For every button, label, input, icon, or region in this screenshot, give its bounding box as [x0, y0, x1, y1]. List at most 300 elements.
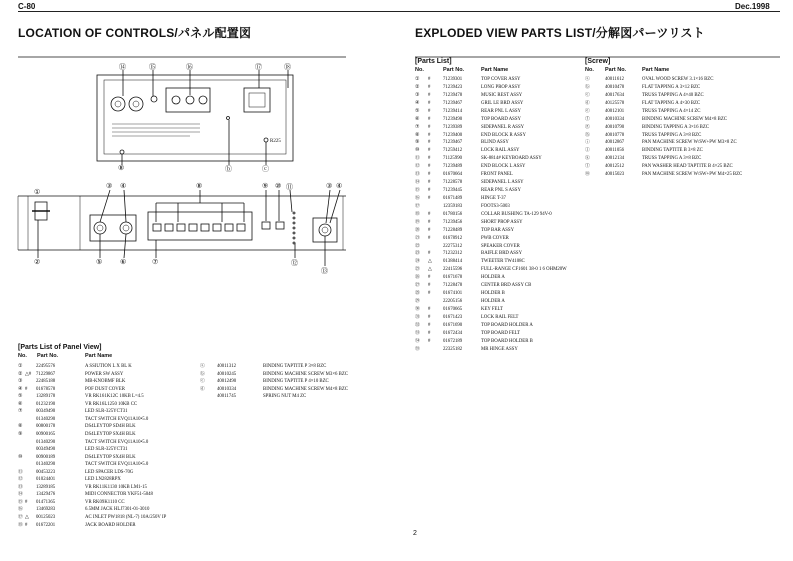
cell-idx: ⑭: [415, 180, 420, 186]
cell-idx: ㉖: [415, 275, 420, 281]
cell-idx: ④: [415, 100, 420, 106]
cell-part: 40010334: [217, 386, 237, 392]
cell-part: 40010478: [605, 84, 625, 90]
cell-part: 40012134: [605, 156, 625, 162]
callout-label: ⑮: [149, 63, 156, 71]
cell-part: 40012101: [605, 108, 625, 114]
cell-name: SK-8814# KEYBOARD ASSY: [481, 156, 542, 162]
cell-part: 40011056: [605, 148, 625, 154]
cell-part: 22415596: [443, 267, 463, 273]
cell-mark: #: [428, 132, 431, 138]
cell-idx: ㉝: [415, 330, 420, 336]
cell-idx: ⑤: [415, 108, 420, 114]
left-section-title: LOCATION OF CONTROLS/パネル配置図: [18, 26, 252, 40]
cell-mark: #: [428, 148, 431, 154]
cell-mark: #: [428, 188, 431, 194]
cell-mark: #: [428, 322, 431, 328]
cell-name: DS4LEYTOP SX4H BLK: [85, 431, 136, 437]
callout-label: ⑤: [96, 258, 103, 266]
cell-idx: ⑥: [18, 401, 23, 407]
cell-mark: #: [428, 116, 431, 122]
cell-mark: #: [428, 84, 431, 90]
cell-idx: ㉚: [415, 306, 420, 312]
callout-label: ⓒ: [262, 165, 269, 173]
cell-part: 22275312: [443, 243, 463, 249]
cell-mark: #: [428, 77, 431, 82]
cell-part: 22205156: [443, 299, 463, 305]
cell-idx: ⑱: [18, 522, 23, 528]
cell-idx: ⓙ: [585, 148, 590, 154]
cell-mark: #: [428, 306, 431, 312]
cell-idx: ⑫: [18, 477, 23, 483]
cell-part: 13289185: [36, 484, 56, 490]
cell-part: 71259412: [443, 148, 463, 154]
cell-idx: ⓛ: [585, 164, 590, 170]
callout-label: ②: [34, 258, 41, 266]
cell-idx: ⑩: [18, 454, 23, 460]
screw-list-title: [Screw]: [585, 58, 611, 65]
callout-label: ⑥: [120, 258, 127, 266]
cell-name: LED LN2828RPX: [85, 477, 121, 483]
cell-mark: △: [428, 267, 432, 273]
cell-part: 40011745: [217, 394, 237, 400]
cell-idx: ⑰: [415, 203, 420, 209]
cell-part: 40010790: [605, 124, 625, 130]
cell-name: MIDI CONNECTOR YKF51-5048: [85, 492, 153, 498]
cell-idx: ⓓ: [585, 100, 590, 106]
cell-part: 01471365: [36, 499, 56, 505]
cell-name: TRUSS TAPPING A 3×8 BZC: [642, 132, 702, 138]
callout-label: ⑰: [255, 63, 262, 71]
cell-mark: #: [428, 275, 431, 281]
cell-mark: #: [428, 172, 431, 178]
cell-idx: ⑯: [415, 195, 420, 201]
cell-part: 71239301: [443, 77, 463, 82]
callout-label: ⓑ: [225, 165, 232, 173]
cell-name: PAN WASHER HEAD TAPTITE B 4×25 BZC: [642, 164, 733, 170]
cell-name: MR HINGE ASSY: [481, 346, 518, 352]
panel-list-header-no: No.: [18, 353, 27, 359]
cell-idx: ⑦: [415, 124, 420, 130]
cell-name: TRUSS TAPPING A 3×8 BZC: [642, 156, 702, 162]
brilliance-knob: [120, 222, 132, 234]
cell-idx: ⑬: [18, 484, 23, 490]
cell-name: FULL-RANGE CF1601 38-0 1 6 OHM20W: [481, 267, 567, 273]
phone-jack-3: [199, 96, 207, 104]
cell-part: 71239400: [443, 132, 463, 138]
cell-idx: ㉞: [415, 338, 420, 344]
cell-idx: ⑱: [415, 211, 420, 217]
cell-idx: ⑳: [415, 227, 420, 233]
callout-label: ③: [106, 182, 113, 190]
page-header-right: Dec.1998: [735, 2, 770, 11]
cell-mark: #: [25, 522, 28, 528]
cell-name: BINDING TAPTITE P 3×8 BZC: [263, 364, 327, 369]
cell-part: 01674101: [443, 291, 463, 297]
function-button: [276, 222, 284, 229]
cell-name: END BLOCK L ASSY: [481, 164, 526, 170]
cell-name: A SSIUTION L X BL K: [85, 364, 132, 369]
cell-mark: △: [428, 259, 432, 265]
phone-jack-2: [186, 96, 194, 104]
cell-idx: ⓒ: [200, 379, 205, 385]
cell-idx: ⓘ: [585, 140, 590, 146]
voice-button-5: [201, 224, 209, 231]
cell-part: 00349490: [36, 447, 56, 453]
cell-idx: ⑪: [18, 469, 23, 475]
cell-idx: ㉗: [415, 283, 420, 289]
cell-idx: ⓓ: [200, 386, 205, 392]
cell-part: 40010334: [605, 116, 625, 122]
cell-part: 71239423: [443, 84, 463, 90]
cell-idx: ⑮: [18, 499, 23, 505]
cell-part: 13469283: [36, 507, 56, 513]
cell-name: COLLAR BUSHING TA-129 94V-0: [481, 211, 552, 217]
cell-name: REAR PNL S ASSY: [481, 188, 521, 194]
cell-mark: #: [428, 195, 431, 201]
panel-list-title: [Parts List of Panel View]: [18, 344, 102, 351]
screw-list-header-no: No.: [585, 67, 594, 73]
callout-label: ⑱: [284, 63, 291, 71]
cell-part: 71232312: [443, 251, 463, 257]
cell-name: LOCK RAIL FELT: [481, 314, 519, 320]
cell-idx: ⑭: [18, 492, 23, 498]
cell-part: 71239445: [443, 188, 463, 194]
callout-label: ④: [336, 182, 343, 190]
cell-mark: #: [428, 338, 431, 344]
cell-idx: ⓑ: [200, 371, 205, 377]
cell-part: 01340290: [36, 462, 56, 468]
cell-name: LOCK RAIL ASSY: [481, 148, 520, 154]
cell-name: TOP COVER ASSY: [481, 77, 521, 82]
callout-label: ⑧: [196, 182, 203, 190]
cell-mark: △#: [25, 371, 32, 377]
cell-part: 40015023: [605, 172, 625, 178]
cell-name: TRUSS TAPPING A 4×40 BZC: [642, 92, 704, 98]
cell-part: 71229867: [36, 371, 56, 377]
cell-mark: #: [428, 219, 431, 225]
callout-label: ⑬: [321, 267, 328, 275]
cell-idx: ⑥: [415, 116, 420, 122]
ac-inlet: [244, 88, 270, 112]
cell-name: BINDING MACHINE SCREW M4×8 BZC: [642, 116, 727, 122]
parts-list-title: [Parts List]: [415, 58, 452, 65]
cell-part: 00125023: [36, 515, 56, 520]
parts-list-header-no: No.: [415, 67, 424, 73]
cell-part: 00800178: [36, 424, 56, 430]
cell-part: 71239478: [443, 92, 463, 98]
phone-jack-1: [172, 96, 180, 104]
cell-part: 22325182: [443, 346, 463, 352]
cell-name: LED SPACER LDS-70G: [85, 469, 134, 475]
cell-name: BINDING TAPPING A 3×16 BZC: [642, 124, 709, 130]
cell-name: FRONT PANEL: [481, 172, 513, 178]
page-header-left: C-80: [18, 2, 36, 11]
cell-idx: ②: [415, 84, 420, 90]
cell-idx: ⓚ: [585, 156, 590, 162]
cell-part: 40012867: [605, 140, 625, 146]
cell-name: VR RK09K1110 CC: [85, 499, 125, 505]
cell-mark: #: [428, 164, 431, 170]
cell-idx: ㉘: [415, 291, 420, 297]
cell-idx: ⑨: [18, 431, 23, 437]
cell-name: BAIFLE BRD ASSY: [481, 251, 523, 257]
cell-name: CENTER BRD ASSY CB: [481, 283, 532, 289]
callout-label: ⑦: [152, 258, 159, 266]
cell-part: 01670664: [443, 172, 463, 178]
callout-label: ⑨: [262, 182, 269, 190]
cell-name: BINDING MACHINE SCREW M3×6 BZC: [263, 371, 348, 377]
cell-idx: ⑤: [18, 394, 23, 400]
cell-part: 01670665: [443, 306, 463, 312]
panel-list-header-name: Part Name: [85, 353, 113, 359]
cell-part: 01671690: [443, 322, 463, 328]
cell-mark: #: [428, 314, 431, 320]
midi-connector-out: [129, 97, 143, 111]
cell-name: JACK BOARD HOLDER: [85, 522, 136, 528]
callout-label: ⑫: [291, 259, 298, 267]
cell-name: POWER SW ASSY: [85, 371, 124, 377]
callout-label: ①: [34, 188, 41, 196]
cell-name: GRIL LE BRD ASSY: [481, 100, 524, 106]
cell-idx: ⑧: [18, 424, 23, 430]
cell-name: SPRING NUT M4 ZC: [263, 394, 307, 400]
cell-name: TRUSS TAPPING A 4×14 ZC: [642, 108, 701, 114]
cell-part: 71239490: [443, 116, 463, 122]
cell-name: 6.5MM JACK HLJ7301-01-3010: [85, 507, 150, 513]
cell-mark: #: [428, 330, 431, 336]
cell-mark: #: [25, 386, 28, 392]
cell-part: 71239467: [443, 140, 463, 146]
cell-part: 71228489: [443, 227, 463, 233]
cell-idx: ⓐ: [200, 364, 205, 369]
cell-name: PAN MACHINE SCREW W/SW+PW M3×8 ZC: [642, 140, 737, 146]
cell-name: TACT SWITCH EVQ11A10•5.0: [85, 439, 149, 445]
cell-name: SHORT PROP ASSY: [481, 219, 523, 225]
cell-mark: #: [428, 227, 431, 233]
cell-name: TOP BAR ASSY: [481, 227, 515, 233]
cell-idx: ⑦: [18, 409, 23, 415]
voice-button-8: [237, 224, 245, 231]
cell-idx: ㉛: [415, 314, 420, 320]
cell-mark: #: [428, 92, 431, 98]
cell-part: 01340290: [36, 416, 56, 422]
cell-name: LED SLR-325YCT31: [85, 409, 128, 415]
right-section-title: EXPLODED VIEW PARTS LIST/分解図パーツリスト: [415, 26, 705, 40]
cell-idx: ㉔: [415, 259, 420, 265]
cell-idx: ④: [18, 386, 23, 392]
cell-idx: ㉟: [415, 346, 420, 352]
cell-part: 40012490: [217, 379, 237, 385]
cell-idx: ㉓: [415, 251, 420, 257]
cell-name: AC INLET PW1818 (NL-7) 10A/250V IP: [85, 515, 167, 520]
cell-idx: ㉕: [415, 267, 420, 273]
cell-name: PAN MACHINE SCREW W/SW+PW M4×25 BZC: [642, 172, 743, 178]
cell-idx: ①: [18, 364, 23, 369]
cell-idx: ㉜: [415, 322, 420, 328]
tuning-knob: [151, 96, 157, 102]
cell-idx: ⑫: [415, 164, 420, 170]
cell-name: VR RK161K12C 10KB L=4.5: [85, 394, 144, 400]
cell-mark: △: [25, 515, 29, 520]
cell-mark: #: [428, 251, 431, 257]
cell-mark: #: [428, 180, 431, 186]
cell-part: 01671678: [443, 275, 463, 281]
cell-part: 22495576: [36, 364, 56, 369]
cell-name: BLIND ASSY: [481, 140, 509, 146]
cell-part: 01780156: [443, 211, 463, 217]
cell-idx: ⑨: [415, 140, 420, 146]
cell-part: 01340290: [36, 439, 56, 445]
cell-idx: ⑯: [18, 507, 23, 513]
cell-name: OVAL WOOD SCREW 3.1×16 BZC: [642, 77, 714, 82]
cell-name: TACT SWITCH EVQ11A10•5.0: [85, 462, 149, 468]
cell-name: MB-KNOBMF BLK: [85, 379, 126, 385]
cell-part: 01678578: [36, 386, 56, 392]
cell-name: MUSIC REST ASSY: [481, 92, 523, 98]
cell-name: HINGE T-37: [481, 195, 506, 201]
cell-name: SPEAKER COVER: [481, 243, 520, 249]
cell-part: 40011612: [605, 77, 625, 82]
cell-idx: ⑲: [415, 219, 420, 225]
cell-part: 40011312: [217, 364, 237, 369]
cell-idx: ⓑ: [585, 84, 590, 90]
voice-button-7: [225, 224, 233, 231]
callout-label: ③: [326, 182, 333, 190]
cell-part: 40125578: [605, 100, 625, 106]
cell-mark: #: [428, 108, 431, 114]
cell-idx: ⓜ: [585, 172, 590, 178]
cell-name: LONG PROP ASSY: [481, 84, 521, 90]
cell-idx: ⑪: [415, 156, 420, 162]
cell-name: TACT SWITCH EVQ11A10•5.0: [85, 416, 149, 422]
panel-marking: R225: [270, 139, 281, 144]
cell-part: 22485188: [36, 379, 56, 385]
cell-part: 00900189: [36, 454, 56, 460]
cell-name: HOLDER A: [481, 275, 505, 281]
cell-name: FLAT TAPPING A 3×12 BZC: [642, 84, 701, 90]
cell-name: TOP BOARD FELT: [481, 330, 521, 336]
cell-part: 40017634: [605, 92, 625, 98]
volume-knob: [94, 222, 106, 234]
cell-name: BINDING MACHINE SCREW M4×8 BZC: [263, 386, 348, 392]
cell-idx: ⓖ: [585, 124, 590, 130]
cell-idx: ⑮: [415, 188, 420, 194]
cell-idx: ⑩: [415, 148, 420, 154]
cell-part: 40012512: [605, 164, 625, 170]
cell-part: 71239389: [443, 124, 463, 130]
cell-part: 71228478: [443, 283, 463, 289]
cell-part: 01024401: [36, 477, 56, 483]
callout-label: ⑭: [119, 63, 126, 71]
cell-name: DS4LEYTOP SD4H BLK: [85, 424, 136, 430]
voice-button-3: [177, 224, 185, 231]
cell-part: 01672189: [443, 338, 463, 344]
cell-mark: #: [428, 283, 431, 289]
cell-idx: ⓕ: [585, 116, 590, 122]
cell-name: FOOTS3-5003: [481, 203, 510, 209]
cell-idx: ⓗ: [585, 132, 590, 138]
cell-part: 71239456: [443, 219, 463, 225]
parts-list-header-name: Part Name: [481, 67, 509, 73]
cell-part: 12359183: [443, 203, 463, 209]
cell-name: POF DUST COVER: [85, 386, 125, 392]
cell-name: FLAT TAPPING A 4×30 BZC: [642, 100, 701, 106]
page-number: 2: [413, 530, 417, 537]
cell-part: 01671423: [443, 314, 463, 320]
midi-connector-in: [111, 97, 125, 111]
cell-name: TOP BOARD HOLDER B: [481, 338, 533, 344]
cell-mark: #: [428, 235, 431, 241]
cell-idx: ③: [415, 92, 420, 98]
cell-part: 00349490: [36, 409, 56, 415]
cell-part: 00453223: [36, 469, 56, 475]
cell-part: 71239467: [443, 100, 463, 106]
cell-part: 71228578: [443, 180, 463, 186]
callout-label: ⑩: [275, 182, 282, 190]
cell-part: 40010245: [217, 371, 237, 377]
cell-name: TOP BOARD HOLDER A: [481, 322, 533, 328]
cell-idx: ⑧: [415, 132, 420, 138]
cell-idx: ⓐ: [585, 77, 590, 82]
cell-name: BINDING TAPTITE P 4×10 BZC: [263, 379, 329, 385]
cell-name: DS4LEYTOP SX4H BLK: [85, 454, 136, 460]
cell-part: 01388414: [443, 259, 463, 265]
cell-name: BINDING TAPTITE B 3×8 ZC: [642, 148, 703, 154]
reverb-knob: [319, 224, 331, 236]
cell-part: 01678912: [443, 235, 463, 241]
cell-part: 13429476: [36, 492, 56, 498]
screw-list-header-part: Part No.: [605, 67, 627, 73]
cell-idx: ⑬: [415, 172, 420, 178]
cell-mark: #: [428, 291, 431, 297]
callout-label: ④: [120, 182, 127, 190]
cell-mark: #: [428, 156, 431, 162]
cell-part: 40010778: [605, 132, 625, 138]
voice-button-4: [189, 224, 197, 231]
cell-idx: ㉑: [415, 235, 420, 241]
cell-name: VR RK11K1130 10KB LM1-15: [85, 484, 147, 490]
cell-name: END BLOCK R ASSY: [481, 132, 526, 138]
cell-mark: #: [428, 100, 431, 106]
cell-part: 13289178: [36, 394, 56, 400]
cell-part: 71239489: [443, 164, 463, 170]
cell-name: PWB COVER: [481, 235, 509, 241]
cell-name: SIDEPANEL R ASSY: [481, 124, 525, 130]
parts-list-header-part: Part No.: [443, 67, 465, 73]
cell-name: HOLDER B: [481, 291, 505, 297]
cell-name: KEY FELT: [481, 306, 503, 312]
cell-idx: ③: [18, 379, 23, 385]
callout-label: ⑧: [118, 164, 125, 172]
demo-button: [262, 222, 270, 229]
cell-idx: ⓒ: [585, 92, 590, 98]
cell-name: TOP BOARD ASSY: [481, 116, 521, 122]
cell-part: 01672201: [36, 522, 56, 528]
callout-label: ⑯: [186, 63, 193, 71]
cell-part: 71125990: [443, 156, 463, 162]
cell-mark: #: [428, 124, 431, 130]
cell-mark: #: [25, 499, 28, 505]
panel-list-header-part: Part No.: [37, 353, 59, 359]
cell-name: TWEETER TW4108C: [481, 259, 525, 265]
cell-name: SIDEPANEL L ASSY: [481, 180, 524, 186]
cell-name: HOLDER A: [481, 299, 505, 305]
cell-part: 01672434: [443, 330, 463, 336]
cell-idx: ②: [18, 371, 23, 377]
cell-part: 00900165: [36, 431, 56, 437]
screw-list-header-name: Part Name: [642, 67, 670, 73]
